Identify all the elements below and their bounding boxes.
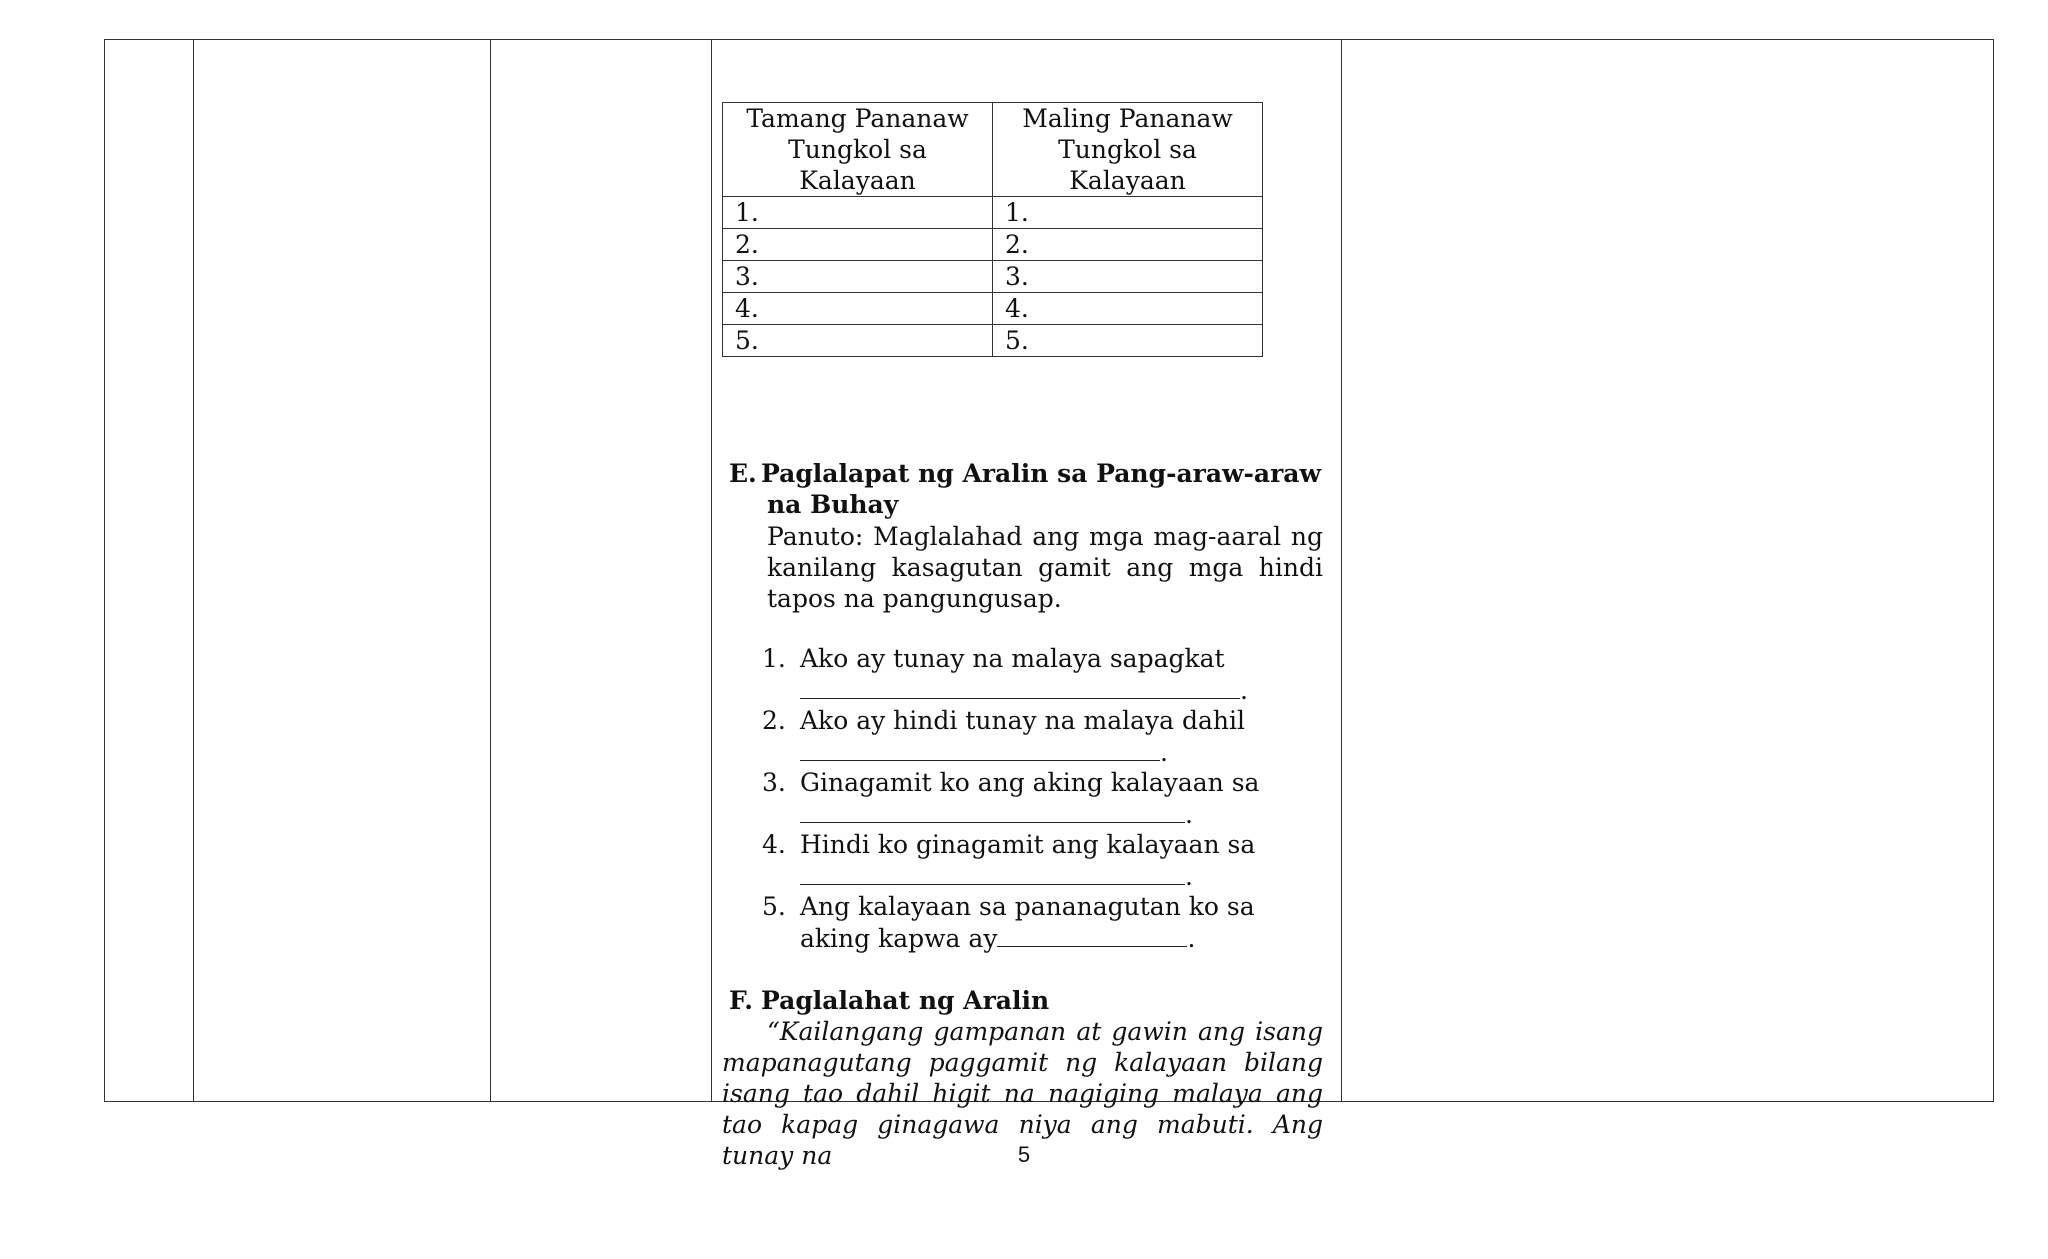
table-cell: 1. — [723, 197, 993, 229]
table-row — [723, 197, 1263, 229]
table-cell: 4. — [723, 293, 993, 325]
generalization-quote: “Kailangang gampanan at gawin ang isang mapanagutang paggamit ng kalayaan bilang isang tao dahil higit na nagiging malaya ang tao kapag ginagawa niya ang mabuti. Ang tunay na — [722, 1017, 1323, 1170]
procedure-column — [712, 40, 1334, 1170]
answer-blank — [800, 674, 1240, 699]
table-cell: 1. — [993, 197, 1263, 229]
section-e-instructions: Panuto: Maglalahad ang mga mag-aaral ng kanilang kasagutan gamit ang mga hindi tapos na pangungusap. — [767, 522, 1323, 613]
item-text: Hindi ko ginagamit ang kalayaan sa — [800, 830, 1256, 859]
list-item — [762, 705, 1322, 767]
item-text: Ako ay tunay na malaya sapagkat — [800, 644, 1225, 673]
item-number: 4. — [762, 830, 786, 859]
table-cell: 4. — [993, 293, 1263, 325]
column-divider — [1341, 40, 1342, 1101]
table-cell: 3. — [723, 261, 993, 293]
list-item — [762, 643, 1322, 705]
item-period: . — [1185, 800, 1193, 829]
item-text: Ginagamit ko ang aking kalayaan sa — [800, 768, 1260, 797]
item-text-continued: aking kapwa ay — [800, 924, 998, 953]
table-cell: 2. — [993, 229, 1263, 261]
answer-blank — [997, 922, 1187, 947]
table-row — [723, 325, 1263, 357]
answer-blank — [800, 736, 1160, 761]
pananaw-table — [722, 102, 1263, 357]
section-e-letter: E. — [729, 459, 757, 488]
answer-blank — [800, 860, 1185, 885]
column-divider — [193, 40, 194, 1101]
table-cell: 2. — [723, 229, 993, 261]
table-cell: 5. — [723, 325, 993, 357]
sentence-completion-list — [762, 643, 1322, 953]
list-item — [762, 891, 1322, 953]
section-f-title: Paglalahat ng Aralin — [761, 986, 1050, 1015]
page-number: 5 — [1017, 1142, 1031, 1167]
item-number: 5. — [762, 892, 786, 921]
item-period: . — [1187, 924, 1196, 953]
table-row — [723, 293, 1263, 325]
item-number: 1. — [762, 644, 786, 673]
section-e-title-line1: Paglalapat ng Aralin sa Pang-araw-araw — [761, 459, 1322, 488]
item-text: Ako ay hindi tunay na malaya dahil — [800, 706, 1245, 735]
table-row — [723, 229, 1263, 261]
column-divider — [490, 40, 491, 1101]
lesson-plan-table — [104, 39, 1994, 1170]
table-cell: 3. — [993, 261, 1263, 293]
section-f-letter: F. — [729, 986, 753, 1015]
table-header-row — [723, 103, 1263, 197]
item-number: 3. — [762, 768, 786, 797]
list-item — [762, 767, 1322, 829]
header-maling-pananaw: Maling Pananaw Tungkol sa Kalayaan — [993, 103, 1263, 197]
section-e-heading — [729, 458, 1329, 520]
item-text: Ang kalayaan sa pananagutan ko sa — [800, 892, 1255, 921]
answer-blank — [800, 798, 1185, 823]
section-f-heading — [729, 985, 1049, 1016]
item-number: 2. — [762, 706, 786, 735]
list-item — [762, 829, 1322, 891]
table-cell: 5. — [993, 325, 1263, 357]
item-period: . — [1185, 862, 1193, 891]
section-e-title-line2: na Buhay — [767, 490, 899, 519]
header-tamang-pananaw: Tamang Pananaw Tungkol sa Kalayaan — [723, 103, 993, 197]
table-row — [723, 261, 1263, 293]
item-period: . — [1240, 676, 1248, 705]
item-period: . — [1160, 738, 1168, 767]
